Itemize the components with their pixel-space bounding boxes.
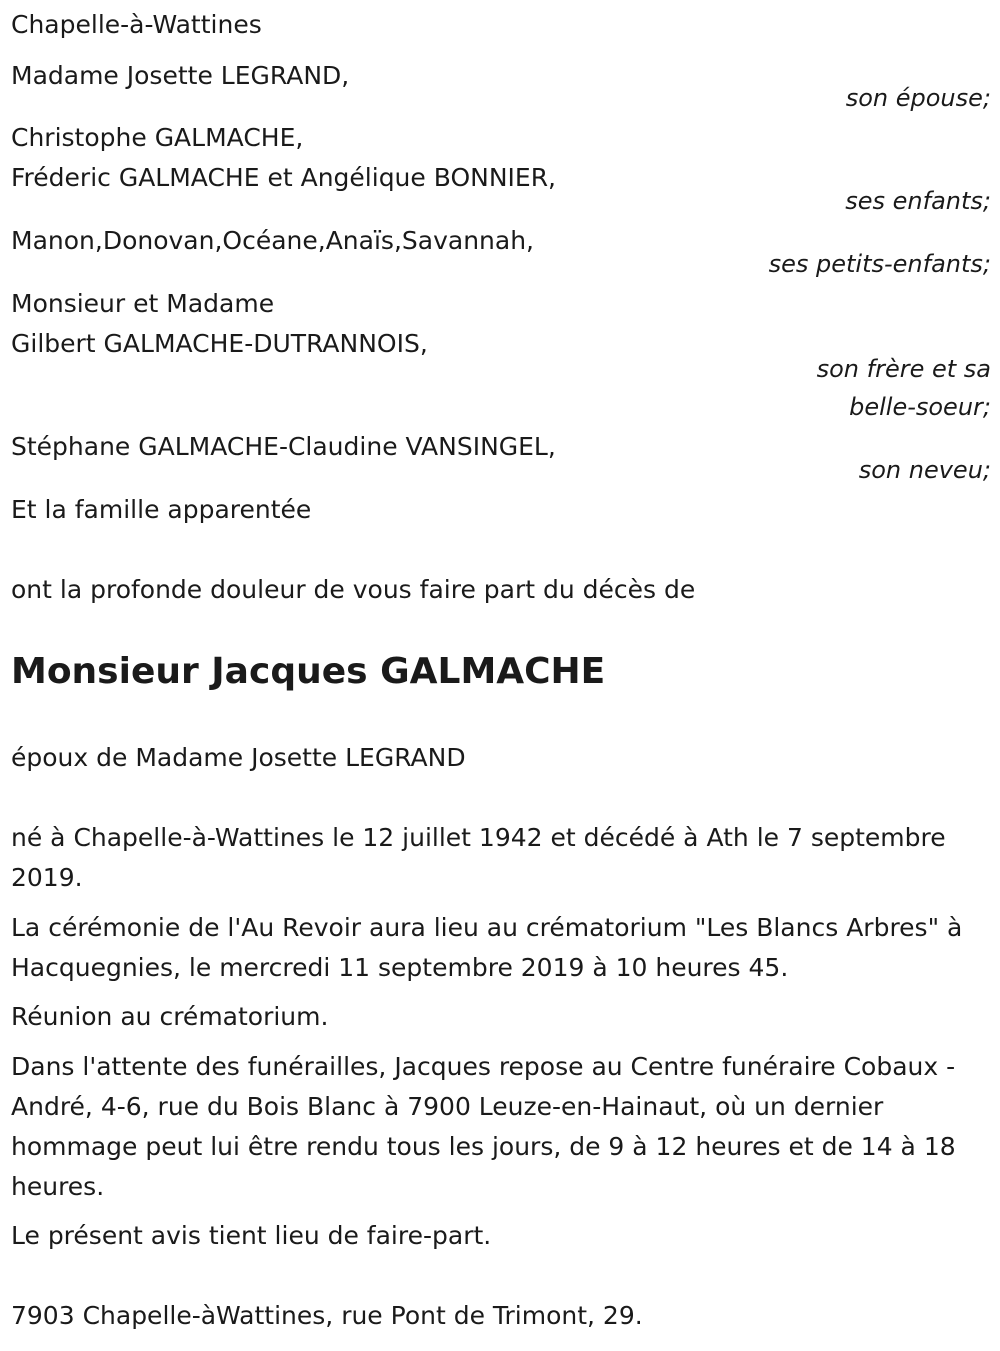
meeting-paragraph bbox=[11, 997, 991, 1037]
birth-death-paragraph bbox=[11, 818, 991, 898]
paragraph-text: Le présent avis tient lieu de faire-part. bbox=[11, 1221, 492, 1250]
family-role-text: son frère et sa bbox=[816, 355, 991, 383]
family-role-text: ses enfants; bbox=[845, 187, 991, 215]
family-member-name: Monsieur et Madame bbox=[11, 289, 275, 318]
visitation-paragraph bbox=[11, 1047, 991, 1207]
notice-paragraph bbox=[11, 1216, 991, 1256]
family-role-nephew bbox=[11, 453, 991, 488]
paragraph-text: né à Chapelle-à-Wattines le 12 juillet 1942 et décédé à Ath le 7 septembre 2019. bbox=[11, 823, 946, 892]
family-role-text: son épouse; bbox=[845, 84, 991, 112]
family-member-name: Stéphane GALMACHE-Claudine VANSINGEL, bbox=[11, 432, 556, 461]
family-member-name: Christophe GALMACHE, bbox=[11, 123, 304, 152]
spouse-line-text: époux de Madame Josette LEGRAND bbox=[11, 743, 466, 772]
address bbox=[11, 1296, 991, 1336]
family-role-spouse bbox=[11, 81, 991, 116]
address-text: 7903 Chapelle-àWattines, rue Pont de Trimont, 29. bbox=[11, 1301, 643, 1330]
family-role-brother bbox=[11, 350, 991, 426]
paragraph-text: La cérémonie de l'Au Revoir aura lieu au crématorium "Les Blancs Arbres" à Hacquegnies, le mercredi 11 septembre 2019 à 10 heures 45. bbox=[11, 913, 963, 982]
family-member-name: Manon,Donovan,Océane,Anaïs,Savannah, bbox=[11, 226, 534, 255]
family-member-name: Fréderic GALMACHE et Angélique BONNIER, bbox=[11, 163, 557, 192]
spouse-line bbox=[11, 738, 991, 778]
family-role-children bbox=[11, 184, 991, 219]
family-closing bbox=[11, 490, 991, 530]
family-role-grandchildren bbox=[11, 247, 991, 282]
announcement-text: ont la profonde douleur de vous faire part du décès de bbox=[11, 575, 696, 604]
deceased-name-text: Monsieur Jacques GALMACHE bbox=[11, 651, 606, 692]
family-role-text: belle-soeur; bbox=[849, 393, 991, 421]
location-heading bbox=[11, 5, 991, 45]
family-closing-text: Et la famille apparentée bbox=[11, 495, 312, 524]
family-role-text: son neveu; bbox=[858, 456, 991, 484]
ceremony-paragraph bbox=[11, 908, 991, 988]
family-role-text: ses petits-enfants; bbox=[768, 250, 991, 278]
paragraph-text: Réunion au crématorium. bbox=[11, 1002, 329, 1031]
announcement bbox=[11, 570, 991, 610]
paragraph-text: Dans l'attente des funérailles, Jacques repose au Centre funéraire Cobaux - André, 4-6, rue du Bois Blanc à 7900 Leuze-en-Hainaut, où un dernier hommage peut lui être rendu tous les jours, de 9 à 12 heures et de 14 à 18 heures. bbox=[11, 1052, 956, 1201]
location-text: Chapelle-à-Wattines bbox=[11, 10, 262, 39]
family-member-name: Madame Josette LEGRAND, bbox=[11, 61, 350, 90]
deceased-name bbox=[11, 650, 991, 694]
family-member-name: Gilbert GALMACHE-DUTRANNOIS, bbox=[11, 329, 428, 358]
